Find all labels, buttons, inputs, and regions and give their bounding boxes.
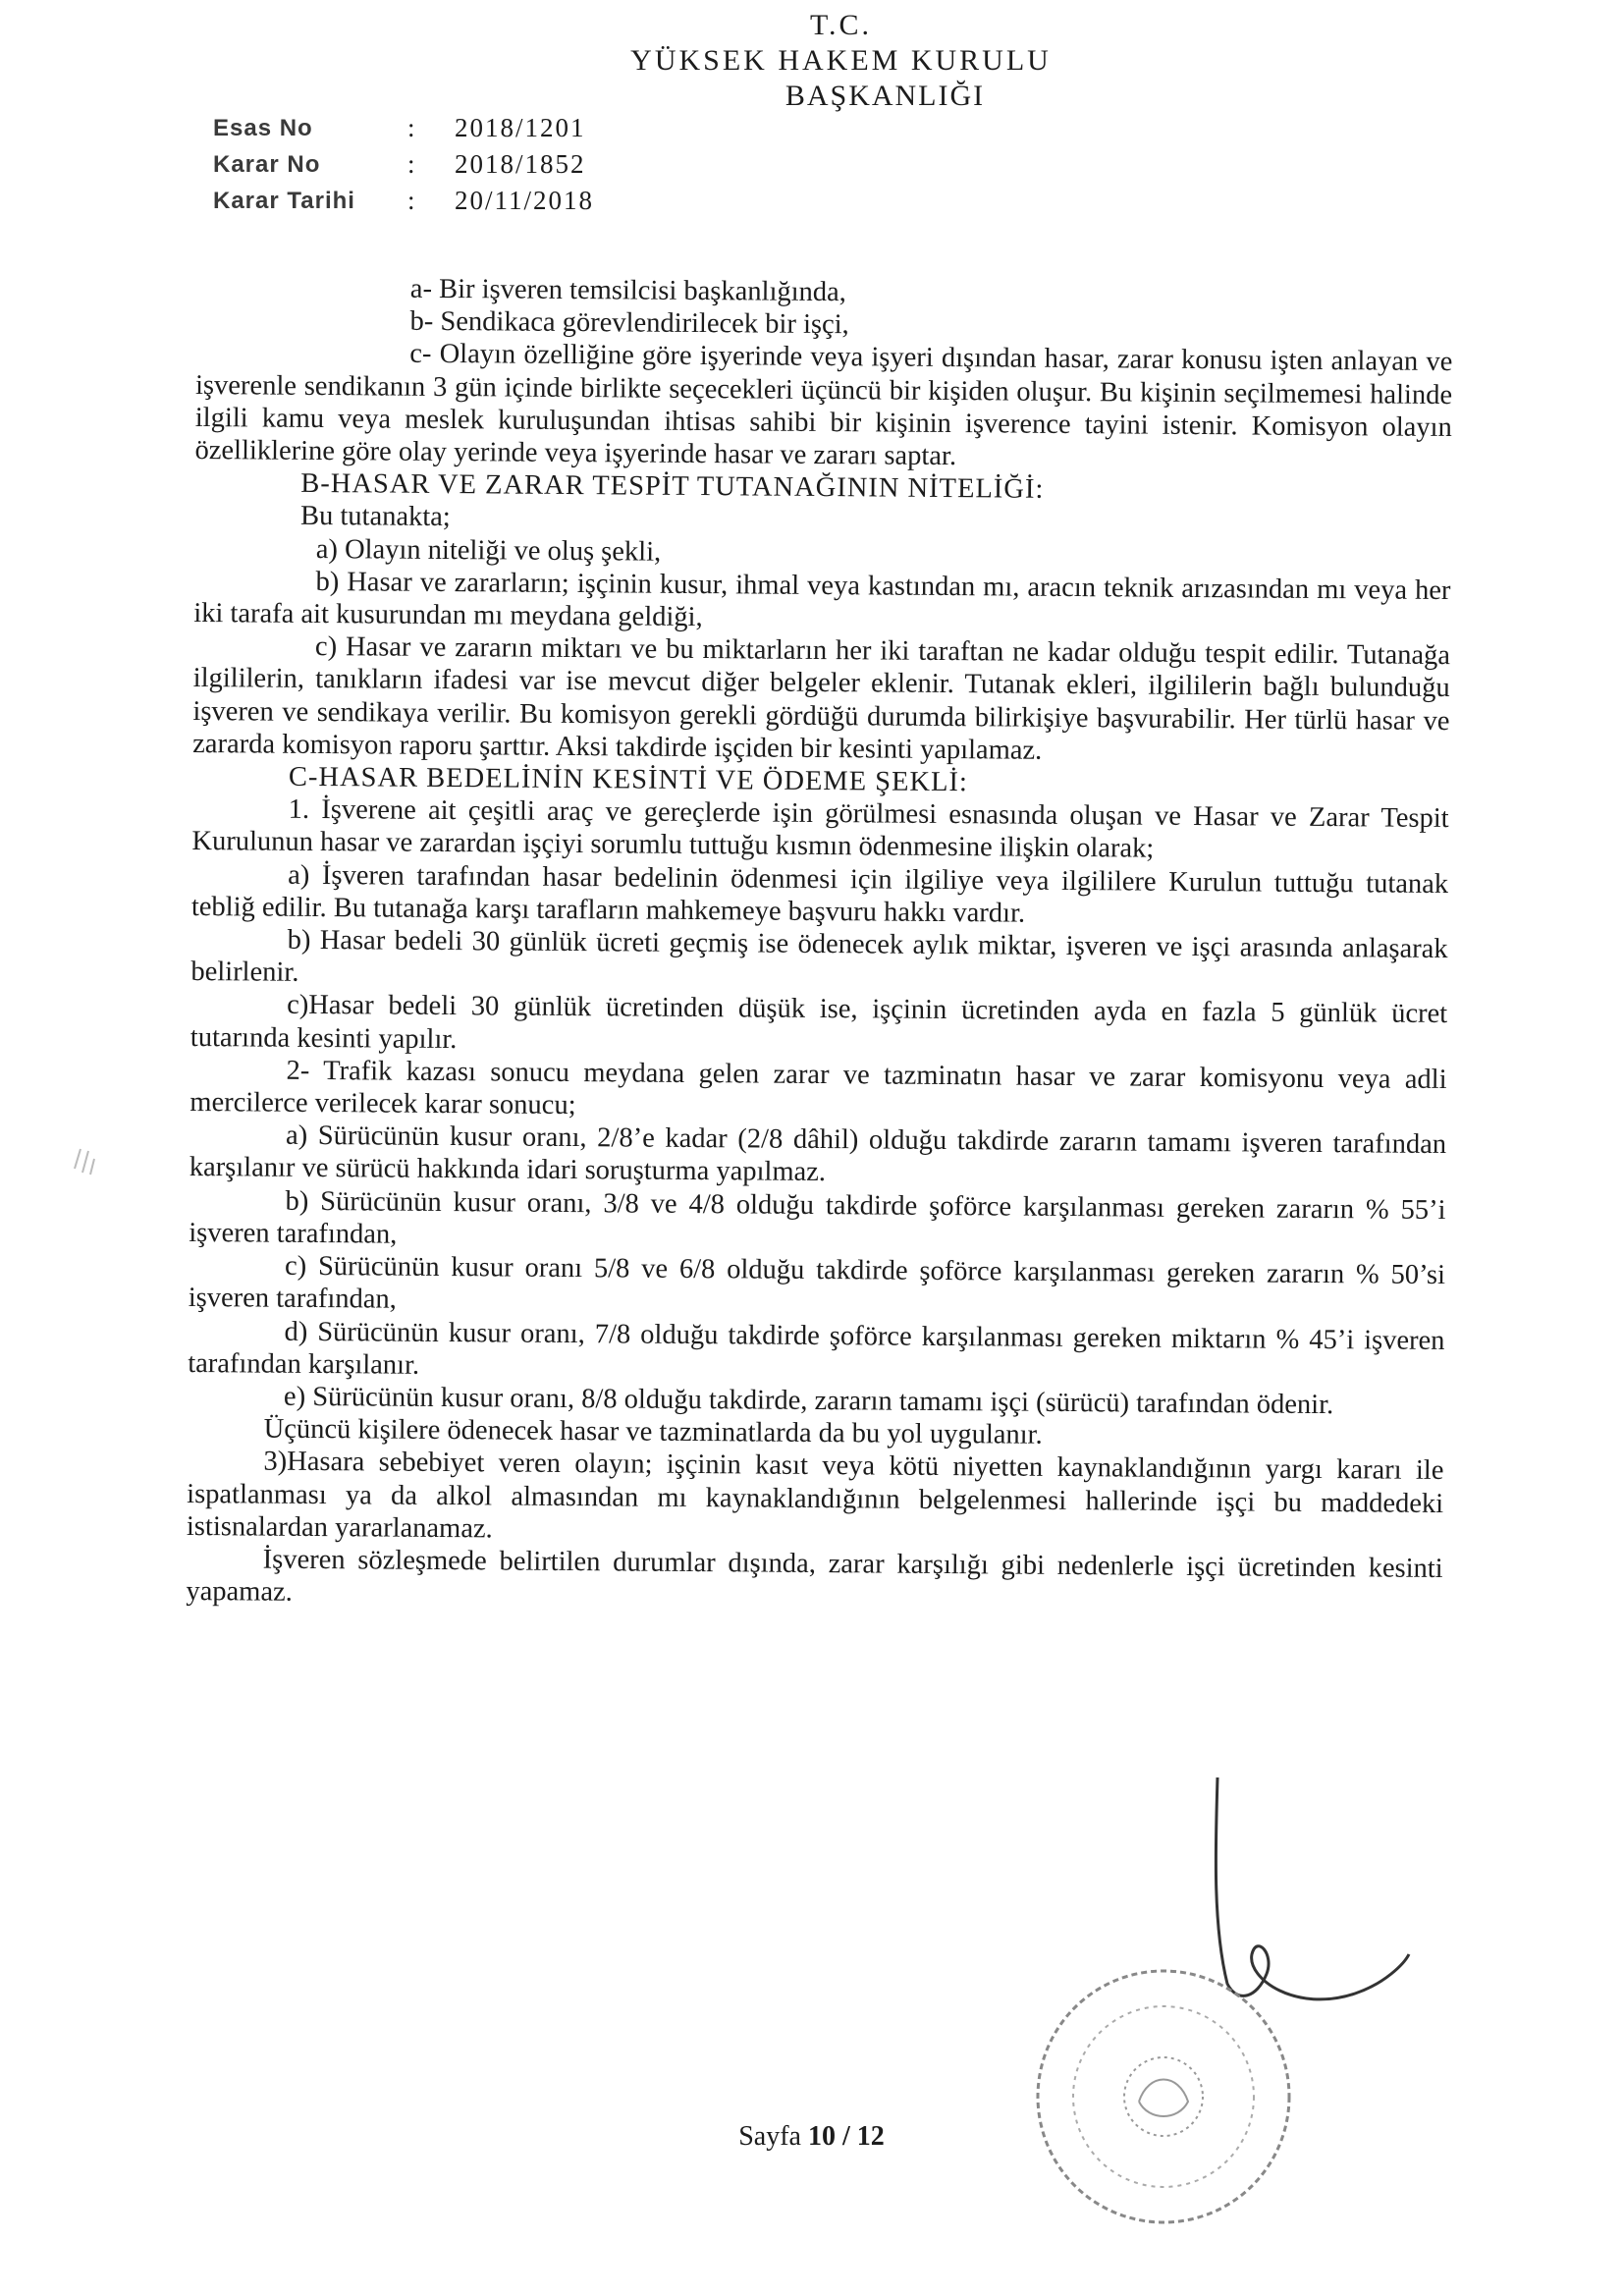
karar-colon: : xyxy=(407,149,415,179)
document-body xyxy=(186,271,1453,1617)
page-prefix: Sayfa xyxy=(738,2121,808,2152)
karar-label: Karar No xyxy=(213,151,321,178)
page-number: 10 xyxy=(807,2121,836,2152)
body-paragraph: c- Olayın özelliğine göre işyerinde veya işyeri dışından hasar, zarar konusu işten anlayan ve işverenle sendikanın 3 gün içinde birlikte seçecekleri üçüncü bir kişiden oluşur. Bu kişinin seçilmemesi halinde ilgili kamu veya meslek kuruluşundan ihtisas sahibi bir kişinin işverence tayini istenir. Komisyon olayın özelliklerine göre olay yerinde veya işyerinde hasar ve zararı saptar. xyxy=(194,339,1453,472)
body-paragraph: 1. İşverene ait çeşitli araç ve gereçlerde işin görülmesi esnasında oluşan ve Hasar ve Zarar Tespit Kurulunun hasar ve zarardan işçiyi sorumlu tuttuğu kısmın ödenmesine ilişkin olarak; xyxy=(191,794,1449,865)
esas-value: 2018/1201 xyxy=(455,113,586,142)
body-paragraph: b) Hasar bedeli 30 günlük ücreti geçmiş ise ödenecek aylık miktar, işveren ve işçi arasında anlaşarak belirlenir. xyxy=(190,924,1448,989)
tarih-value: 20/11/2018 xyxy=(455,186,595,215)
body-paragraph: e) Sürücünün kusur oranı, 8/8 olduğu takdirde, zararın tamamı işçi (sürücü) tarafından ödenir. xyxy=(283,1381,1334,1421)
body-paragraph: 3)Hasara sebebiyet veren olayın; işçinin kasıt veya kötü niyetten kaynaklandığının yargı kararı ile ispatlanması ya da alkol almasından mı kaynaklandığının belgelenmesi hallerinde işçi bu maddedeki istisnalardan yararlanamaz. xyxy=(186,1446,1444,1545)
body-paragraph: b) Hasar ve zararların; işçinin kusur, ihmal veya kastından mı, aracın teknik arızasından mı veya her iki tarafa ait kusurundan mı meydana geldiği, xyxy=(193,566,1451,633)
official-seal-icon xyxy=(1021,1954,1306,2239)
body-paragraph: b) Sürücünün kusur oranı, 3/8 ve 4/8 olduğu takdirde şoförce karşılanması gereken zararın % 55’i işveren tarafından, xyxy=(189,1185,1446,1250)
document-header xyxy=(0,8,1623,114)
body-paragraph: a) Sürücünün kusur oranı, 2/8’e kadar (2/8 dâhil) olduğu takdirde zararın tamamı işveren tarafından karşılanır ve sürücü hakkında idari soruşturma yapılmaz. xyxy=(189,1121,1447,1188)
body-paragraph: a) Olayın niteliği ve oluş şekli, xyxy=(315,533,662,568)
esas-colon: : xyxy=(407,113,415,142)
body-paragraph: a) İşveren tarafından hasar bedelinin ödenmesi için ilgiliye veya ilgililere Kurulun tuttuğu tutanak tebliğ edilir. Bu tutanağa karşı tarafların mahkemeye başvuru hakkı vardır. xyxy=(190,859,1449,929)
esas-label: Esas No xyxy=(213,115,313,141)
case-metadata xyxy=(213,110,594,219)
section-heading: C-HASAR BEDELİNİN KESİNTİ VE ÖDEME ŞEKLİ: xyxy=(288,761,969,798)
section-heading: B-HASAR VE ZARAR TESPİT TUTANAĞININ NİTELİĞİ: xyxy=(300,468,1045,506)
header-presidency: BAŞKANLIĞI xyxy=(784,80,986,112)
karar-row xyxy=(213,146,594,183)
page-separator: / xyxy=(835,2121,857,2152)
body-paragraph: Üçüncü kişilere ödenecek hasar ve tazminatlarda da bu yol uygulanır. xyxy=(263,1413,1043,1450)
body-paragraph: c) Hasar ve zararın miktarı ve bu miktarların her iki taraftan ne kadar olduğu tespit edilir. Tutanağa ilgililerin, tanıkların ifadesi var ise mevcut diğer belgeler eklenir. Tutanak ekleri, ilgililerin bağlı bulunduğu işveren ve sendikaya verilir. Bu komisyon gerekli gördüğü durumda bilirkişiye başvurabilir. Her türlü hasar ve zararda komisyon raporu şarttır. Aksi takdirde işçiden bir kesinti yapılamaz. xyxy=(192,631,1451,766)
esas-row xyxy=(213,110,594,146)
tarih-label: Karar Tarihi xyxy=(213,188,355,214)
body-paragraph: 2- Trafik kazası sonucu meydana gelen zarar ve tazminatın hasar ve zarar komisyonu veya adli mercilerce verilecek karar sonucu; xyxy=(189,1055,1447,1121)
tarih-row xyxy=(213,183,594,219)
margin-mark-icon xyxy=(67,1139,106,1188)
karar-value: 2018/1852 xyxy=(455,149,586,179)
body-paragraph: c)Hasar bedeli 30 günlük ücretinden düşük ise, işçinin ücretinden ayda en fazla 5 günlük ücret tutarında kesinti yapılır. xyxy=(189,990,1448,1055)
body-paragraph: d) Sürücünün kusur oranı, 7/8 olduğu takdirde şoförce karşılanması gereken miktarın % 45’i işveren tarafından karşılanır. xyxy=(188,1316,1445,1381)
body-paragraph: b- Sendikaca görevlendirilecek bir işçi, xyxy=(409,305,849,341)
body-paragraph: İşveren sözleşmede belirtilen durumlar dışında, zarar karşılığı gibi nedenlerle işçi ücretinden kesinti yapamaz. xyxy=(186,1544,1443,1608)
body-paragraph: c) Sürücünün kusur oranı 5/8 ve 6/8 olduğu takdirde şoförce karşılanması gereken zararın % 50’si işveren tarafından, xyxy=(188,1250,1446,1315)
page-footer xyxy=(0,2121,1623,2153)
body-paragraph: Bu tutanakta; xyxy=(299,501,451,533)
header-tc: T.C. xyxy=(809,9,873,41)
page-total: 12 xyxy=(856,2121,885,2152)
header-organization: YÜKSEK HAKEM KURULU xyxy=(630,44,1052,77)
body-paragraph: a- Bir işveren temsilcisi başkanlığında, xyxy=(409,273,847,308)
tarih-colon: : xyxy=(407,186,415,215)
